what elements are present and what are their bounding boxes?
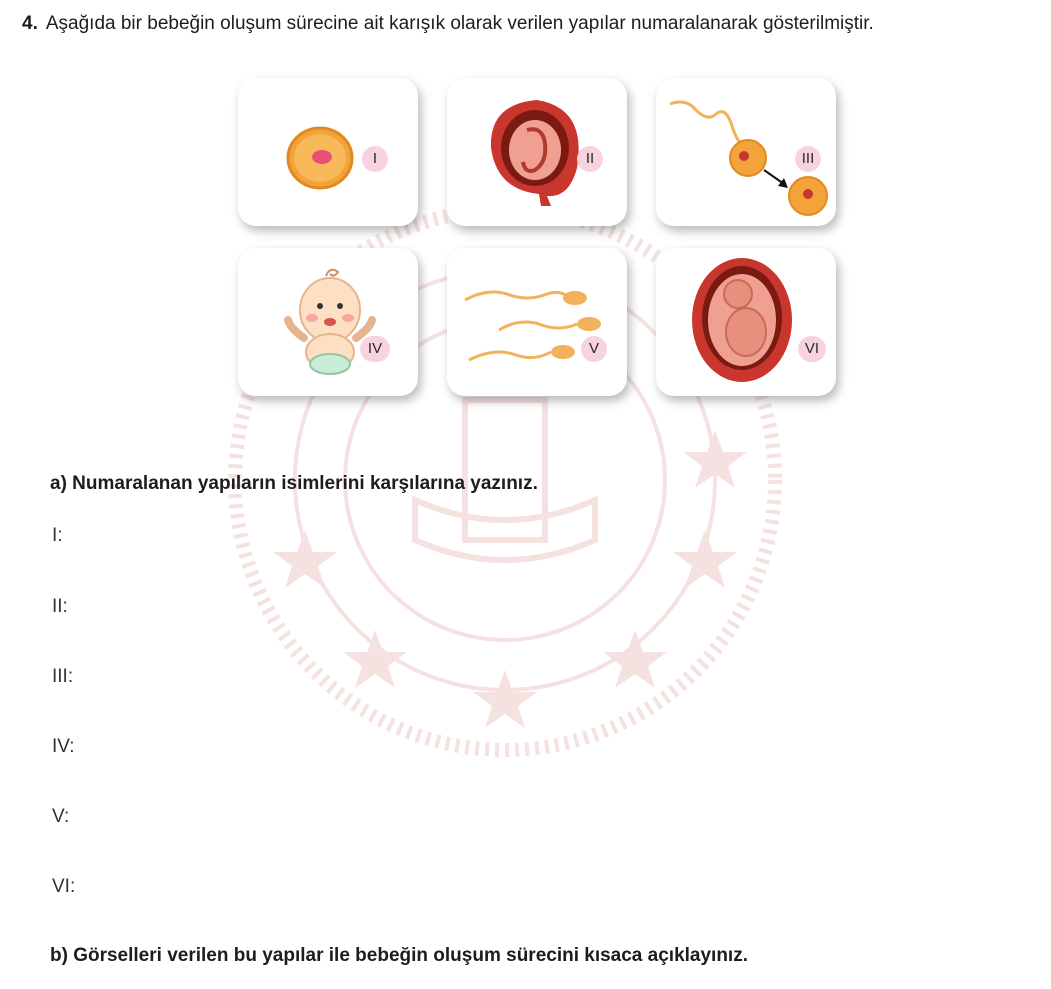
card-fertilization <box>656 78 836 226</box>
question-number: 4. <box>22 13 38 34</box>
roman-label: I <box>362 146 388 172</box>
roman-label: III <box>795 146 821 172</box>
roman-label: IV <box>360 336 390 362</box>
answer-label-1: I: <box>52 525 63 546</box>
sperm-cells-icon <box>447 248 627 396</box>
question-body: Aşağıda bir bebeğin oluşum sürecine ait karışık olarak verilen yapılar numaralanarak gösterilmiştir. <box>45 13 874 34</box>
fetus-icon <box>656 248 836 396</box>
card-egg-cell <box>238 78 418 226</box>
answer-label-5: V: <box>52 806 70 827</box>
roman-label: II <box>577 146 603 172</box>
card-fetus <box>656 248 836 396</box>
question-text <box>22 12 874 36</box>
part-a-title: a) Numaralanan yapıların isimlerini karşılarına yazınız. <box>50 473 538 494</box>
part-b-title: b) Görselleri verilen bu yapılar ile bebeğin oluşum sürecini kısaca açıklayınız. <box>50 945 748 966</box>
answer-label-2: II: <box>52 596 68 617</box>
card-sperm-cells <box>447 248 627 396</box>
answer-label-6: VI: <box>52 876 76 897</box>
egg-cell-icon <box>238 78 418 226</box>
roman-label: V <box>581 336 607 362</box>
answer-label-4: IV: <box>52 736 75 757</box>
baby-icon <box>238 248 418 396</box>
answer-label-3: III: <box>52 666 74 687</box>
roman-label: VI <box>798 336 826 362</box>
card-embryo <box>447 78 627 226</box>
card-baby <box>238 248 418 396</box>
